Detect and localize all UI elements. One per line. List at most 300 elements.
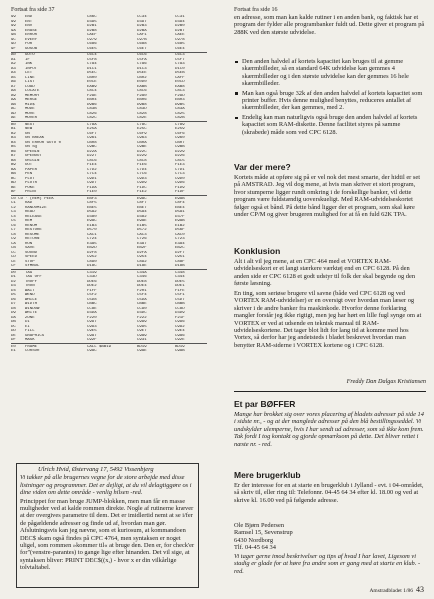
listing-cell: D229 <box>175 149 185 154</box>
listing-cell: C9D7 <box>87 181 97 185</box>
listing-cell: D9B5 <box>175 102 185 107</box>
listing-cell: F1E3 <box>175 163 185 167</box>
listing-cell: MERGE <box>25 98 38 102</box>
listing-cell: ' (REM) PEEK <box>25 196 54 201</box>
listing-cell: AB <box>11 102 16 107</box>
listing-cell: DE <box>11 333 16 338</box>
listing-cell: CB <box>11 246 16 250</box>
listing-cell: E9AC <box>87 219 97 223</box>
listing-cell: BA <box>11 167 16 172</box>
listing-cell: DDE6 <box>87 279 97 284</box>
listing-cell: BE <box>11 185 16 190</box>
listing-cell: C92E <box>175 338 185 342</box>
listing-cell: D382 <box>137 214 147 219</box>
listing-cell: A8 <box>11 89 16 93</box>
listing-cell: D22C <box>137 149 147 154</box>
listing-cell: C8C5 <box>175 158 185 163</box>
listing-cell: D1C1 <box>87 66 97 71</box>
listing-cell: C5D8 <box>87 297 97 302</box>
listing-cell: GOSUB <box>25 46 38 51</box>
letter-thanks: Vi takker på alle brugernes vegne for de store arbejde med disse listninger og programmer. Det er dejligt, at du vil delagtiggøre os i dine viden om dette område - venlig hilsen -red. <box>20 474 192 497</box>
listing-cell: C8C3 <box>175 89 185 93</box>
listing-cell: A6 <box>11 80 16 84</box>
listing-cell: C960 <box>175 136 185 140</box>
listing-cell: A4 <box>11 71 16 75</box>
listing-cell: DI <box>25 320 30 324</box>
listing-cell: D5EE <box>137 71 147 75</box>
listing-cell: DDE2 <box>87 284 97 288</box>
listing-cell: READ <box>25 210 35 214</box>
listing-cell: C995 <box>137 324 147 329</box>
listing-cell: C825 <box>175 111 185 116</box>
listing-cell: D229 <box>137 154 147 158</box>
listing-cell: AC <box>11 107 16 111</box>
club-address <box>234 522 426 552</box>
listing-cell: C344 <box>175 275 185 279</box>
listing-cell: D2 <box>11 279 16 284</box>
listing-cell: E0 <box>11 344 16 349</box>
listing-cell: E3A7 <box>137 241 147 246</box>
listing-cell: EB2C <box>175 246 185 250</box>
listing-cell: C9A7 <box>87 333 97 338</box>
heading-mere-brugerklub: Mere brugerklub <box>234 470 301 480</box>
listing-cell: C6C4 <box>87 53 97 57</box>
listing-cell: CURSOR <box>25 349 40 353</box>
listing-cell: 9D <box>11 42 16 46</box>
listing-cell: C6F6 <box>175 131 185 136</box>
listing-cell: AE <box>11 116 16 120</box>
listing-cell: NEXT <box>25 122 35 127</box>
listing-cell: D395 <box>87 19 97 24</box>
listing-cell: ZONE <box>25 315 35 320</box>
listing-cell: E3A4 <box>175 241 185 246</box>
listing-cell: C5F2 <box>87 293 97 297</box>
listing-cell: B6 <box>11 149 16 154</box>
listing-cell: C9D3 <box>137 176 147 181</box>
listing-cell: C6C6 <box>137 53 147 57</box>
listing-cell: ENT <box>25 19 33 24</box>
listing-cell: PEN <box>25 172 33 176</box>
listing-cell: C8F4 <box>175 201 185 205</box>
listing-cell: POKE <box>25 185 35 190</box>
listing-cell: B2 <box>11 131 16 136</box>
listing-cell: DC <box>11 324 16 329</box>
listing-cell: CB00 <box>87 75 97 80</box>
listing-cell: DF <box>11 338 16 342</box>
listing-cell: 9F <box>11 46 16 51</box>
listing-cell: LOCATE <box>25 89 40 93</box>
reader-letter-box <box>16 463 199 588</box>
listing-cell: D5EC <box>87 71 97 75</box>
author-signature: Freddy Dan Dalgas Kristiansen <box>346 378 426 385</box>
listing-cell: B0 <box>11 122 16 127</box>
listing-cell: D5A4 <box>137 210 147 214</box>
listing-row <box>11 349 207 354</box>
listing-cell: D37F <box>175 214 185 219</box>
listing-cell: D2FA <box>137 250 147 255</box>
listing-cell: MASK <box>25 338 35 342</box>
listing-cell: EB06 <box>137 98 147 102</box>
listing-cell: C978 <box>175 37 185 42</box>
listing-cell: SYMBOL <box>25 264 40 268</box>
listing-cell: MEMORY <box>25 93 40 98</box>
listing-cell: WIDTH <box>25 302 38 306</box>
listing-cell: C83D <box>137 107 147 111</box>
listing-cell: CAEF <box>87 33 97 37</box>
listing-cell: C9BB <box>175 145 185 149</box>
listing-cell: F222 <box>137 315 147 320</box>
listing-cell: 99 <box>11 24 16 28</box>
listing-cell: B7 <box>11 154 16 158</box>
listing-cell: C33D <box>87 275 97 279</box>
listing-cell: E0D0 <box>137 80 147 84</box>
listing-cell: C6 <box>11 223 16 228</box>
listing-cell: D9B8 <box>137 102 147 107</box>
listing-cell: A9 <box>11 93 16 98</box>
listing-cell: C963 <box>137 136 147 140</box>
listing-cell: MOVE <box>25 111 35 116</box>
listing-cell: D0 <box>11 270 16 275</box>
listing-cell: D4 <box>11 288 16 293</box>
listing-cell: DDE4 <box>137 284 147 288</box>
listing-cell: F2A0 <box>137 93 147 98</box>
listing-cell: D570 <box>87 228 97 232</box>
listing-cell: B5 <box>11 145 16 149</box>
listing-cell: A7 <box>11 84 16 89</box>
listing-cell: F1DA <box>87 185 97 190</box>
listing-cell: C348 <box>175 270 185 275</box>
listing-cell: CAC1 <box>87 232 97 237</box>
listing-cell: WHILE <box>25 297 38 302</box>
listing-cell: D56F <box>175 228 185 232</box>
listing-cell: END <box>25 15 33 19</box>
listing-cell: C82B <box>175 116 185 120</box>
listing-cell: D3 <box>11 284 16 288</box>
listing-cell: C826 <box>87 111 97 116</box>
listing-cell: D3DA <box>87 311 97 315</box>
listing-cell: C9E4 <box>175 329 185 333</box>
listing-cell: C999 <box>137 320 147 324</box>
listing-cell: E9AC <box>137 196 147 201</box>
listing-cell: D18C <box>87 264 97 268</box>
listing-cell: C890 <box>87 259 97 264</box>
listing-cell: D380 <box>87 214 97 219</box>
listing-cell: RETURN <box>25 237 40 241</box>
listing-cell: SAVE <box>25 246 35 250</box>
listing-cell: CBBC <box>87 302 97 306</box>
listing-cell: C686 <box>87 42 97 46</box>
listing-cell: D5 <box>11 293 16 297</box>
listing-cell: TRON <box>25 284 35 288</box>
listing-cell: F1E6 <box>137 163 147 167</box>
listing-cell: C9BE <box>137 145 147 149</box>
listing-cell: C9D6 <box>175 181 185 185</box>
listing-cell: AD <box>11 111 16 116</box>
listing-cell: CAC0 <box>175 232 185 237</box>
paragraph-brugerklub: Er der interesse for en at starte en brugerklub i Jylland - evt. i 04-området, så skriv til, eller ring til: Telefonnr. 04-45 64 34 efter kl. 18.00 og ved at skrive kl. 16.00 ved på følgende adresse. <box>234 482 424 504</box>
listing-cell: ERROR <box>25 33 38 37</box>
listing-cell: CAFF <box>175 75 185 80</box>
listing-cell: ENV <box>25 24 33 28</box>
listing-cell: AA <box>11 98 16 102</box>
listing-cell: DDE1 <box>175 284 185 288</box>
listing-cell: C7A3 <box>175 62 185 66</box>
listing-cell: F1E4 <box>87 163 97 167</box>
listing-cell: C7C4 <box>87 172 97 176</box>
listing-cell: DB <box>11 320 16 324</box>
listing-cell: 99 <box>11 19 16 24</box>
listing-cell: BB <box>11 172 16 176</box>
listing-cell: C7 <box>11 228 16 232</box>
listing-cell: F1FF <box>87 288 97 293</box>
listing-cell: INPUT <box>25 66 38 71</box>
listing-cell: F29D <box>175 93 185 98</box>
listing-cell: D2BA <box>137 28 147 33</box>
listing-cell: C8C6 <box>137 89 147 93</box>
listing-cell: C726 <box>137 237 147 241</box>
listing-cell: D22A <box>87 149 97 154</box>
listing-cell: F220 <box>87 315 97 320</box>
listing-cell: E25C <box>137 127 147 131</box>
listing-cell: F1E0 <box>87 190 97 194</box>
listing-cell: D18E <box>137 264 147 268</box>
address-line: Ramsel 15, Sevenstrup <box>234 529 293 537</box>
listing-cell: C6E4 <box>175 46 185 51</box>
listing-cell: D2B1 <box>87 24 97 28</box>
listing-cell: C961 <box>87 136 97 140</box>
listing-cell: F21F <box>175 315 185 320</box>
listing-cell: BD19 <box>175 344 185 349</box>
listing-cell: CAF1 <box>137 33 147 37</box>
listing-cell: MID$ <box>25 102 35 107</box>
listing-cell: SOUND <box>25 250 38 255</box>
feature-bullet-list <box>234 58 426 138</box>
listing-cell: F29E <box>87 93 97 98</box>
listing-cell: C9AB <box>175 349 185 353</box>
listing-cell: C34A <box>137 270 147 275</box>
listing-cell: A1 <box>11 57 16 62</box>
page-footer <box>369 585 424 594</box>
listing-cell: C9D9 <box>137 181 147 185</box>
listing-cell: D2F7 <box>175 250 185 255</box>
listing-row <box>11 190 207 195</box>
listing-cell: D572 <box>137 228 147 232</box>
listing-cell: RELEASE <box>25 214 42 219</box>
listing-cell: C88F <box>175 259 185 264</box>
listing-cell: C5 <box>11 219 16 223</box>
listing-cell: CBBB <box>175 302 185 306</box>
listing-cell: E9AB <box>175 219 185 223</box>
paragraph-var-der-mere: Kortets måde at opføre sig på er vel nok det mest smarte, der hidtil er set på AMSTRAD. Jeg vil dog mene, at hvis man skriver et stort program, hvor stumperne ligger rundt omkring i de forskellige banker, vil dette program være fuldstændig uoverskueligt. Med RAM-udvidelseskortet følger også et bånd. På dette bånd ligger der et program, som skal køre under CP/M og giver brugeren mulighed for at få en fuld 62K TPA. <box>234 174 420 219</box>
listing-cell: D18B <box>175 264 185 268</box>
listing-cell: C5DA <box>137 297 147 302</box>
listing-cell: C9 <box>11 237 16 241</box>
listing-cell: E259 <box>175 127 185 131</box>
listing-cell: C78A <box>87 122 97 127</box>
listing-cell: 9B <box>11 33 16 37</box>
section-divider <box>234 391 426 392</box>
listing-cell: C5F1 <box>175 293 185 297</box>
listing-cell: ON ERROR GOTO 0 <box>25 140 62 145</box>
left-continued-header: Fortsat fra side 37 <box>11 7 55 13</box>
listing-row <box>11 338 207 343</box>
token-listing <box>11 15 207 462</box>
listing-cell: C8C4 <box>87 89 97 93</box>
listing-cell: F1E2 <box>137 190 147 194</box>
listing-cell: C346 <box>137 275 147 279</box>
listing-cell: ON <box>25 131 30 136</box>
listing-cell: IF <box>25 57 30 62</box>
listing-cell: E0CE <box>87 80 97 84</box>
listing-cell: EBF3 <box>87 196 97 201</box>
listing-cell: OUT <box>25 163 33 167</box>
listing-cell: TROFF <box>25 279 38 284</box>
heading-var-der-mere: Var der mere? <box>234 162 291 172</box>
listing-cell: C9AE <box>137 349 147 353</box>
publication-name: Amstradbladet 1/86 <box>369 588 413 594</box>
listing-cell: C5F8 <box>87 57 97 62</box>
listing-cell: LIST <box>25 80 35 84</box>
listing-cell: WEND <box>25 293 35 297</box>
listing-cell: BC <box>11 176 16 181</box>
listing-cell: D5A2 <box>87 210 97 214</box>
listing-cell: B8 <box>11 158 16 163</box>
listing-cell: CA <box>11 241 16 246</box>
listing-cell: CAEE <box>175 33 185 37</box>
listing-cell: D227 <box>87 154 97 158</box>
listing-cell: WAIT <box>25 288 35 293</box>
listing-cell: EVERY <box>25 37 38 42</box>
listing-cell: CC8E <box>87 306 97 311</box>
listing-cell: GOTO <box>25 53 35 57</box>
listing-cell: EBE7 <box>137 205 147 210</box>
listing-cell: CB02 <box>137 75 147 80</box>
listing-cell: C82C <box>87 116 97 120</box>
listing-cell: 99 <box>11 15 16 19</box>
listing-cell: D1 <box>11 275 16 279</box>
listing-cell: B3 <box>11 136 16 140</box>
bullet-item: Endelig kan man naturligvis også bruge den anden halvdel af kortets kapacitet som RAM-diskette. Denne facilitet styres på samme (skrabede) måde som ved CPC 6128. <box>234 114 426 136</box>
listing-cell: C92F <box>87 338 97 342</box>
listing-cell: C7D4 <box>137 167 147 172</box>
listing-cell: C0 CO <box>11 196 24 201</box>
listing-cell: C7C6 <box>137 172 147 176</box>
listing-cell: BF <box>11 190 16 194</box>
listing-cell: E1B2 <box>175 223 185 228</box>
listing-cell: LET <box>25 71 33 75</box>
listing-cell: RESUME <box>25 232 40 237</box>
listing-cell: STOP <box>25 259 35 264</box>
listing-cell: C86C <box>87 15 97 19</box>
listing-cell: D394 <box>175 19 185 24</box>
listing-cell: C688 <box>137 42 147 46</box>
listing-cell: A2 <box>11 62 16 66</box>
listing-cell: C979 <box>87 37 97 42</box>
listing-cell: ON SQ <box>25 145 38 149</box>
listing-row <box>11 264 207 269</box>
listing-cell: CB0A <box>137 140 147 145</box>
listing-row <box>11 47 207 52</box>
listing-cell: C5F7 <box>175 57 185 62</box>
listing-cell: C931 <box>137 338 147 342</box>
paragraph-konklusion-1: Alt i alt vil jeg mene, at en CPC 464 med et VORTEX RAM-udvidelseskort er et langt stærkere værktøj end en CPC 6128. På den anden side er CPC 6128 et godt udstyr til folk der skal begynde og den første læsning. <box>234 258 416 288</box>
listing-cell: C9A6 <box>175 333 185 338</box>
listing-cell: C8C8 <box>137 158 147 163</box>
listing-cell: B4 <box>11 140 16 145</box>
listing-cell: F201 <box>137 288 147 293</box>
listing-cell: D6 <box>11 297 16 302</box>
listing-cell: CD <box>11 255 16 259</box>
listing-cell: C8C6 <box>87 158 97 163</box>
paragraph-konklusion-2: En ting, som seriøse brugere vil savne (både ved CPC 6128 og ved VORTEX RAM-udvidelser) er en oversigt over hvordan man læser og skriver i de andre banker fra maskinkode. Hvorfor denne forklaring mangler forstår jeg ikke rigtigt, men jeg har hørt en lille fugl synge om at VORTEX er ved at udsende en teknisk manual til RAM-udvidelseskortene. Det tager blot lidt for lang tid at komme med hos Vortex, så derfor har jeg andetsteds i bladet beskrevet hvordan man benytter RAM-siderne i VORTEX kortene og i CPC 6128. <box>234 290 422 349</box>
listing-cell: E9AE <box>137 219 147 223</box>
listing-cell: CAC3 <box>137 232 147 237</box>
listing-cell: D5EB <box>175 71 185 75</box>
listing-cell: RAD <box>25 201 33 205</box>
paragraph-boffer: Mange har brokket sig over vores placering af bladets adresser på side 14 i sidste nr., - og at der manglede adresser på den blå bestillingsseddel. Vi undskylder ulemperne, hvis I har sendt ud adresser, som så ikke kom frem. Tak fordi I tog kontakt og gjorde opmærksom på dette. Det bliver rettet i næste nr. - red. <box>234 411 424 448</box>
heading-boffer: Et par BØFFER <box>234 399 296 409</box>
listing-cell: C997 <box>87 320 97 324</box>
listing-cell: TAG <box>25 270 33 275</box>
listing-row <box>11 116 207 121</box>
listing-cell: C319 <box>87 270 97 275</box>
listing-cell: C952 <box>87 255 97 259</box>
listing-cell: EB04 <box>87 98 97 102</box>
listing-cell: CC34 <box>137 15 147 19</box>
heading-konklusion: Konklusion <box>234 246 281 256</box>
listing-cell: C9D0 <box>175 176 185 181</box>
letter-body: Princippet for man bruge JUMP-blokken, men man får en masse muligheder ved at kalde rommen direkte. Nogle af rutinerne kræver at der overgives parametre til dem. Det er imidlertid nemt at se i/fer de pågældende adresser og finde ud af, hvordan man gør. Afslutningsvis kan jeg nævne, som et kuriosum, at kommandoen DEC$ skam også findes på CPC 4764, men syntaksen er noget uligel, som rommen »kommer til« at bruge den. Den er, for check'er for"(venstre-parantes) to gange lige efter hinanden. Det vil sige, at syntaksen bliver: PRINT DEC$((x,) - hvor x er din vilkårlige tolvtaltabel. <box>20 497 195 572</box>
listing-cell: ORIGIN <box>25 158 40 163</box>
right-column <box>220 0 434 599</box>
listing-cell: EB2D <box>87 246 97 250</box>
listing-cell: C685 <box>175 42 185 46</box>
listing-cell: C9E7 <box>137 329 147 333</box>
listing-cell: DDE8 <box>137 279 147 284</box>
listing-cell: C9E5 <box>87 329 97 333</box>
listing-cell: C723 <box>175 237 185 241</box>
listing-cell: D1C0 <box>175 66 185 71</box>
listing-cell: DD <box>11 329 16 333</box>
listing-cell: EAB8 <box>175 84 185 89</box>
listing-cell: C724 <box>87 237 97 241</box>
listing-cell: C6C3 <box>175 53 185 57</box>
listing-cell: A0 <box>11 53 16 57</box>
listing-cell: EBE5 <box>87 205 97 210</box>
listing-cell: C9A9 <box>137 333 147 338</box>
listing-cell: RUN <box>25 241 33 246</box>
listing-cell: C7D1 <box>175 167 185 172</box>
right-intro-text: en adresse, som man kan kalde rutiner i en anden bank, og faktisk har et program der fylder alle programbanker fuldt ud. Dette giver et program på 288K ved den største udvidelse. <box>234 14 425 36</box>
listing-cell: B9 <box>11 163 16 167</box>
address-line: Tlf. 04-45 64 34 <box>234 544 276 552</box>
listing-cell: EB03 <box>175 98 185 102</box>
bullet-item: Den anden halvdel af kortets kapacitet kan bruges til at gemme skærmbilleder, så en standard 64K udvidelse kan gemmes 4 skærmbilleder og i den største udvidelse kan der gemmes 16 hele skærmbilleder. <box>234 58 426 87</box>
listing-cell: DDE5 <box>175 279 185 284</box>
letter-intro: Ulrich Hvid, Østervang 17, 5492 Vissenbjerg <box>38 466 154 473</box>
listing-cell: C7A6 <box>137 62 147 66</box>
listing-cell: INK <box>25 62 33 66</box>
listing-cell: REM <box>25 219 33 223</box>
listing-cell: C83B <box>87 107 97 111</box>
paragraph-brugerklub-2: Vi tager gerne imod beskrivelser og tips af hvad I har lavet, Ligesom vi stadig er glade for at høre fra andre som er gang med at starte en klub. -red. <box>234 553 421 575</box>
listing-cell: WRITE <box>25 311 38 315</box>
listing-cell: E9AB <box>175 196 185 201</box>
listing-cell: C996 <box>175 320 185 324</box>
listing-cell: PRINT <box>25 190 38 194</box>
listing-cell: D3DC <box>137 311 147 315</box>
listing-cell: CC8D <box>175 306 185 311</box>
